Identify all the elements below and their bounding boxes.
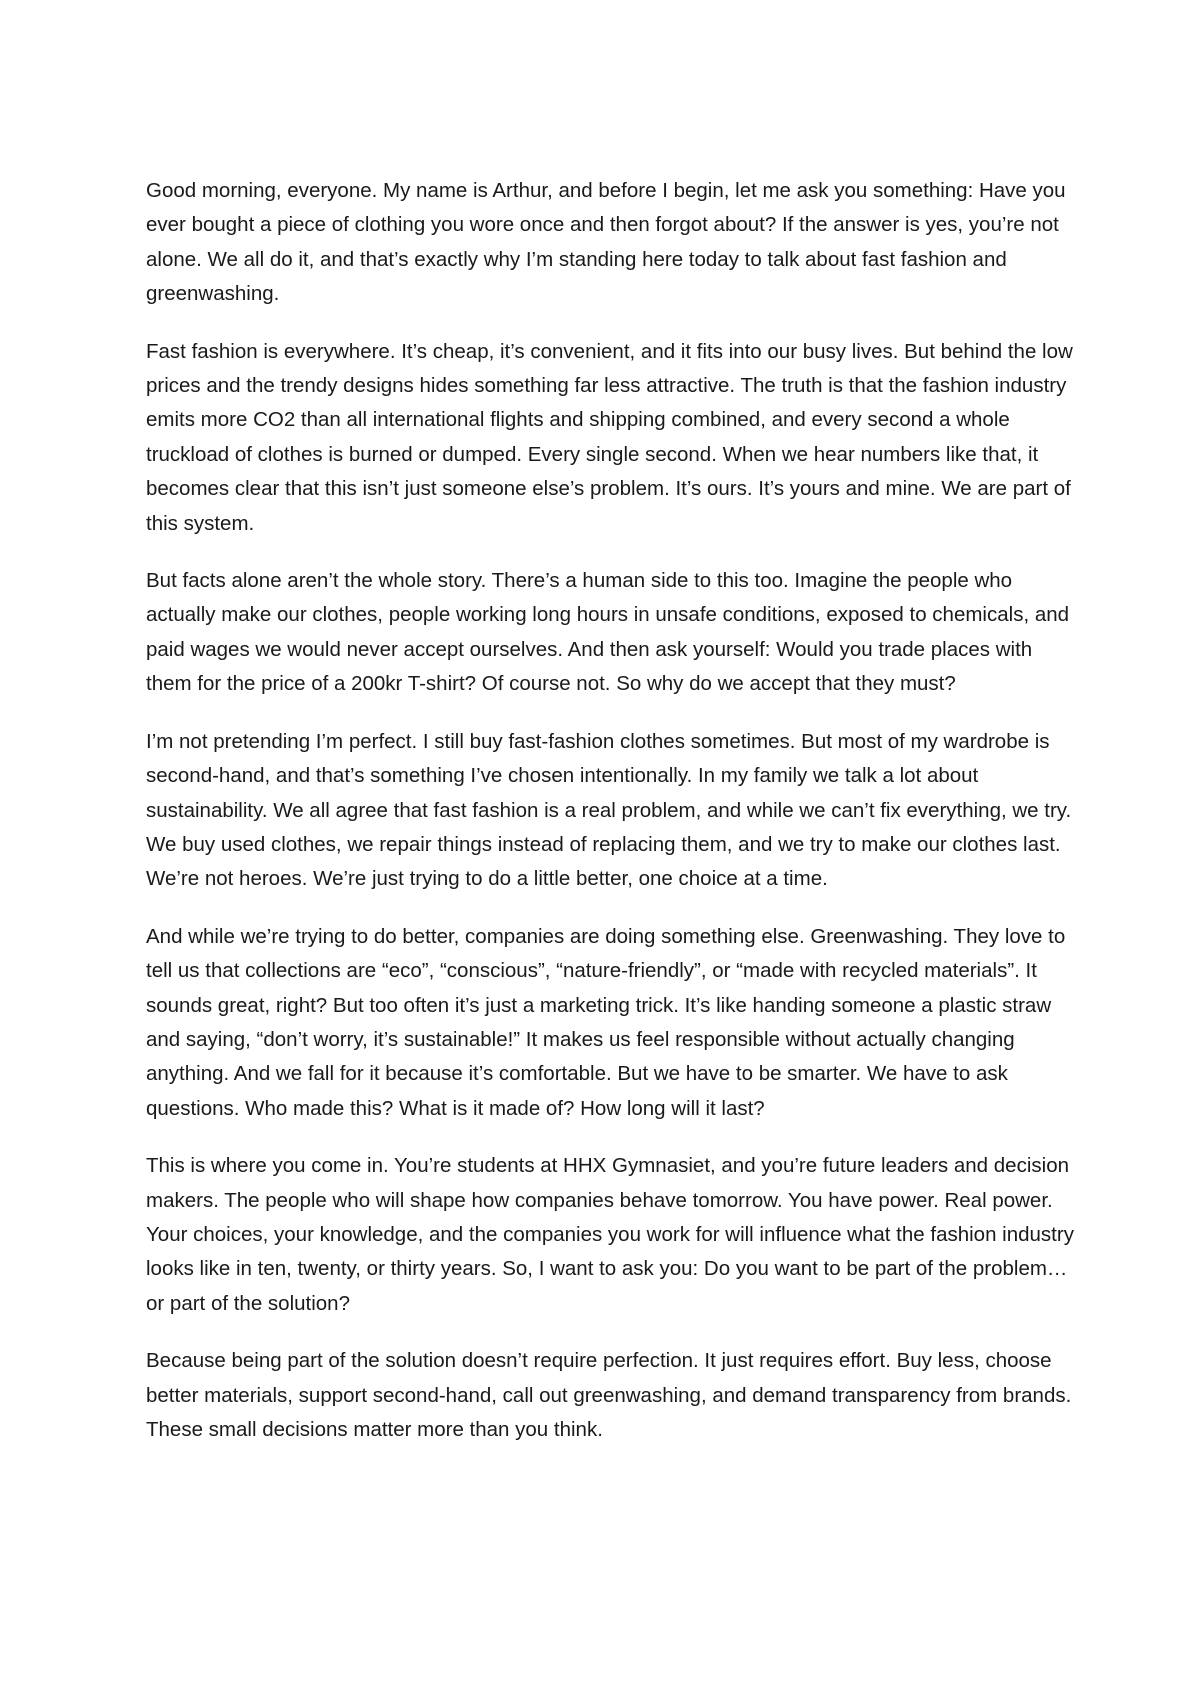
paragraph-4: I’m not pretending I’m perfect. I still buy fast-fashion clothes sometimes. But most of my wardrobe is second-hand, and that’s something I’ve chosen intentionally. In my family we talk a lot about sustainability. We all agree that fast fashion is a real problem, and while we can’t fix everything, we try. We buy used clothes, we repair things instead of replacing them, and we try to make our clothes last. We’re not heroes. We’re just trying to do a little better, one choice at a time. xyxy=(146,729,1072,891)
document-body xyxy=(146,174,1076,1447)
paragraph-6: This is where you come in. You’re students at HHX Gymnasiet, and you’re future leaders and decision makers. The people who will shape how companies behave tomorrow. You have power. Real power. Your choices, your knowledge, and the companies you work for will influence what the fashion industry looks like in ten, twenty, or thirty years. So, I want to ask you: Do you want to be part of the problem… or part of the solution? xyxy=(146,1154,1074,1315)
paragraph-3: But facts alone aren’t the whole story. There’s a human side to this too. Imagine the people who actually make our clothes, people working long hours in unsafe conditions, exposed to chemicals, and paid wages we would never accept ourselves. And then ask yourself: Would you trade places with them for the price of a 200kr T-shirt? Of course not. So why do we accept that they must? xyxy=(146,569,1070,696)
paragraph-7: Because being part of the solution doesn’t require perfection. It just requires effort. Buy less, choose better materials, support second-hand, call out greenwashing, and demand transparency from brands. These small decisions matter more than you think. xyxy=(146,1349,1072,1441)
paragraph-2: Fast fashion is everywhere. It’s cheap, it’s convenient, and it fits into our busy lives. But behind the low prices and the trendy designs hides something far less attractive. The truth is that the fashion industry emits more CO2 than all international flights and shipping combined, and every second a whole truckload of clothes is burned or dumped. Every single second. When we hear numbers like that, it becomes clear that this isn’t just someone else’s problem. It’s ours. It’s yours and mine. We are part of this system. xyxy=(146,339,1073,535)
paragraph-1: Good morning, everyone. My name is Arthur, and before I begin, let me ask you something: Have you ever bought a piece of clothing you wore once and then forgot about? If the answer is yes, you’re not alone. We all do it, and that’s exactly why I’m standing here today to talk about fast fashion and greenwashing. xyxy=(146,179,1066,306)
paragraph-5: And while we’re trying to do better, companies are doing something else. Greenwashing. They love to tell us that collections are “eco”, “conscious”, “nature-friendly”, or “made with recycled materials”. It sounds great, right? But too often it’s just a marketing trick. It’s like handing someone a plastic straw and saying, “don’t worry, it’s sustainable!” It makes us feel responsible without actually changing anything. And we fall for it because it’s comfortable. But we have to be smarter. We have to ask questions. Who made this? What is it made of? How long will it last? xyxy=(146,924,1066,1120)
